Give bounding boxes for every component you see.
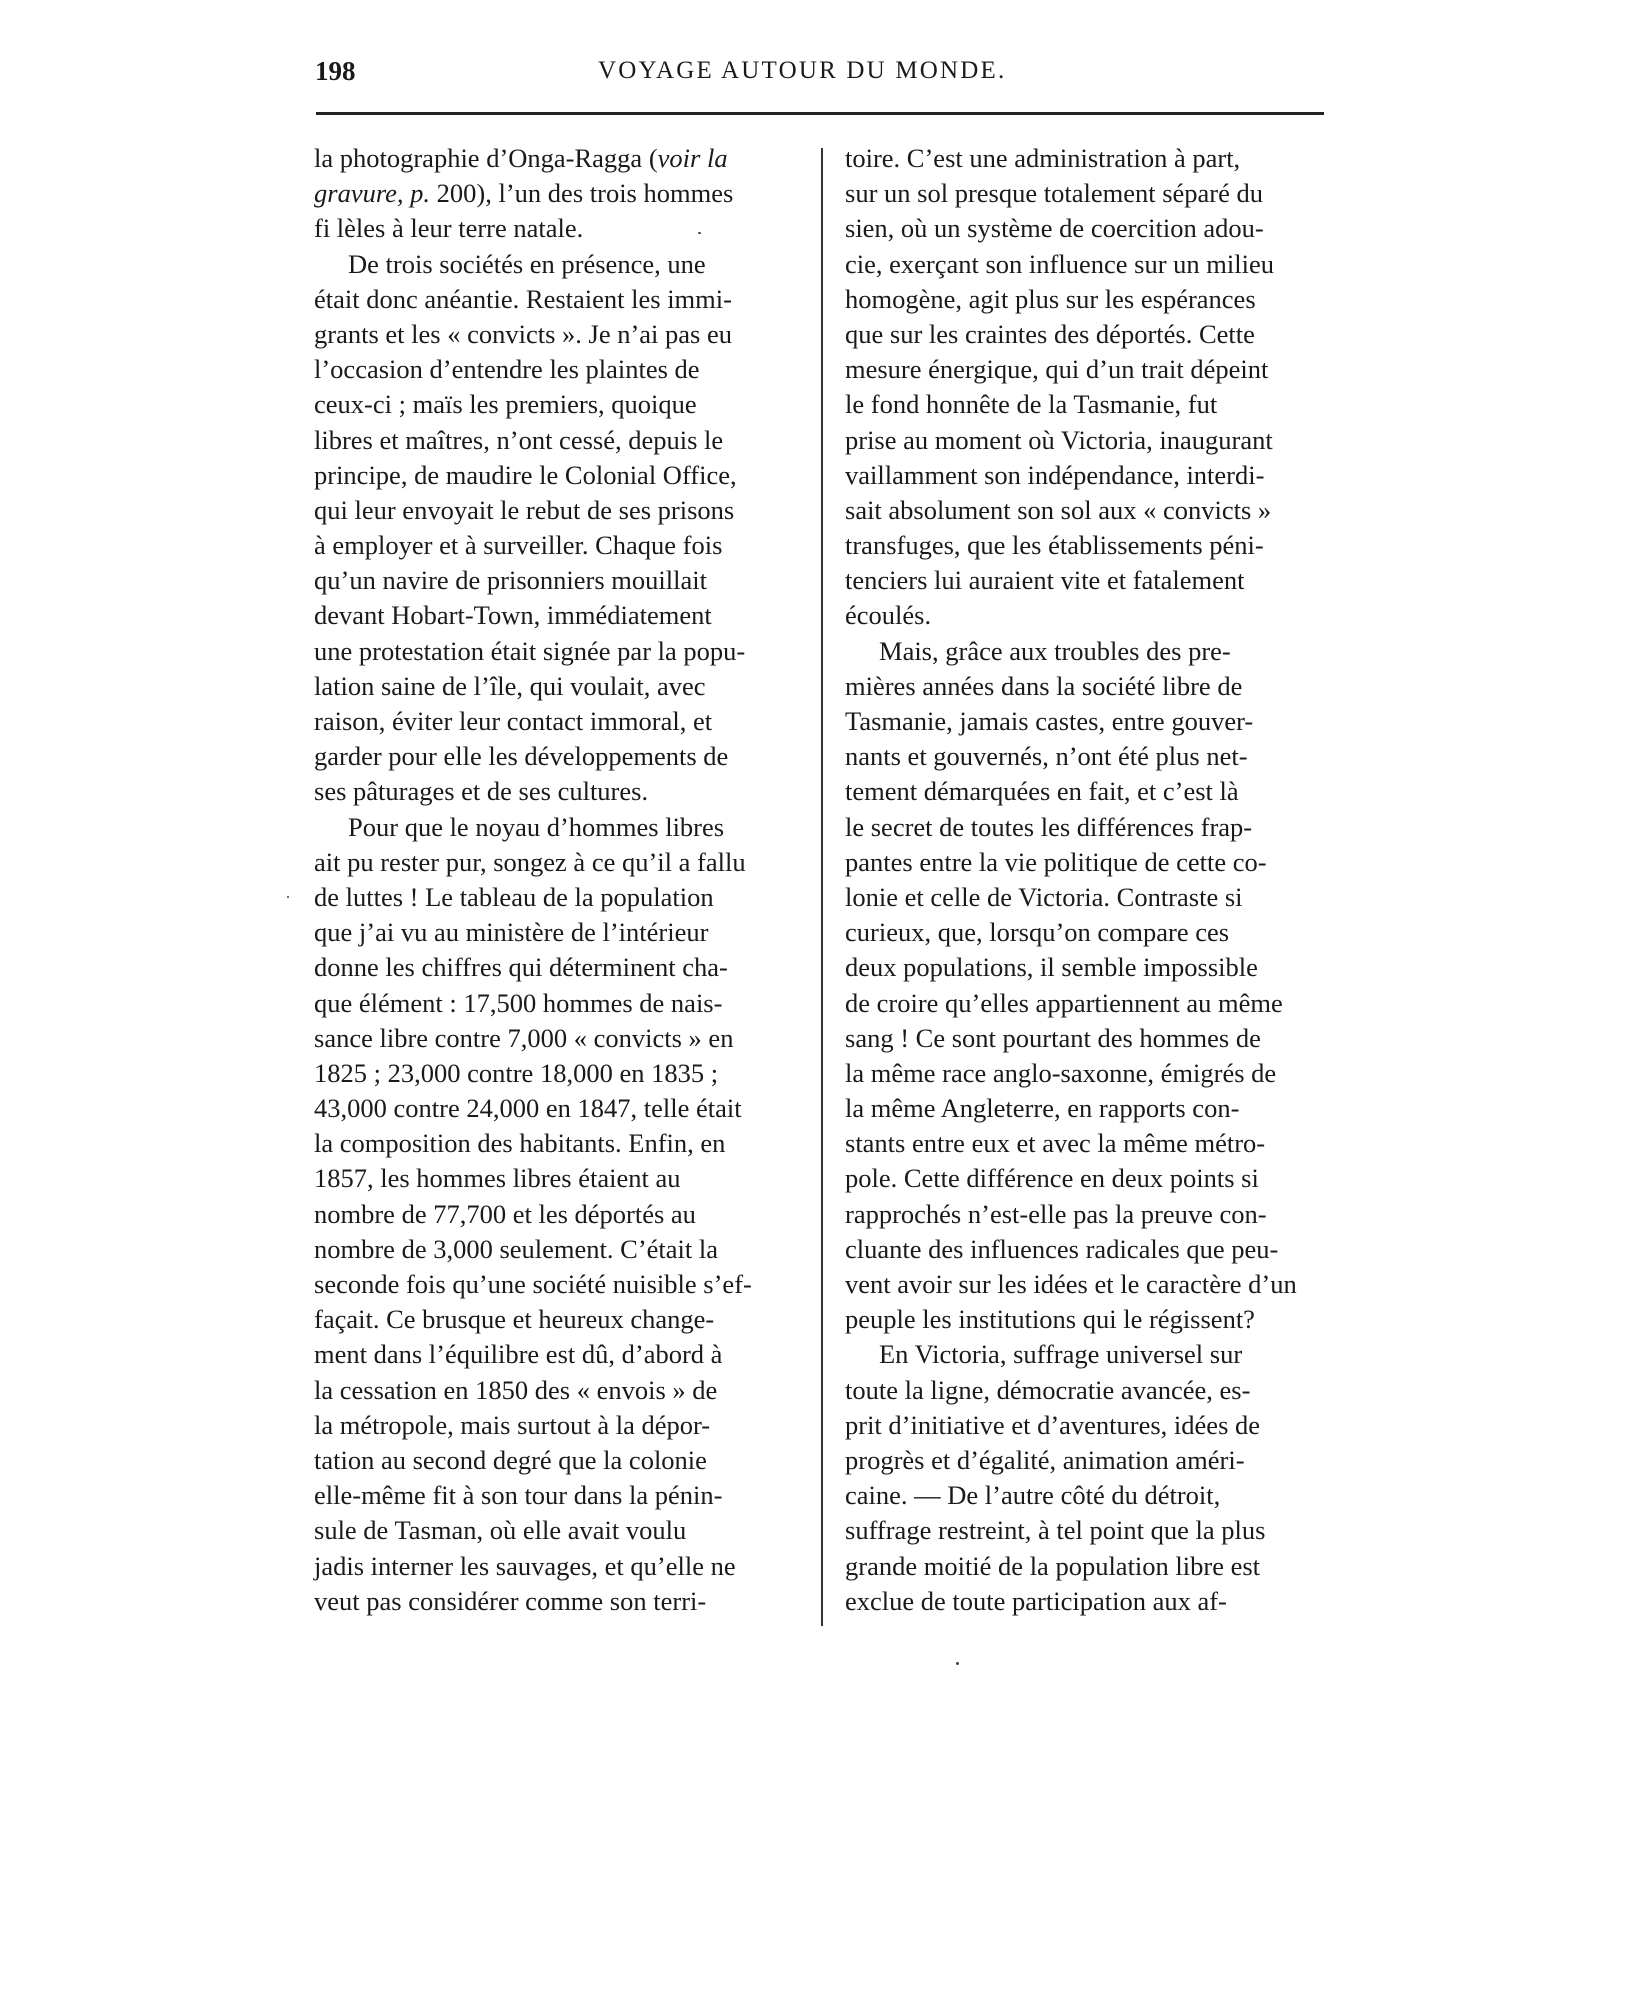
- text-line: la cessation en 1850 des « envois » de: [314, 1374, 718, 1405]
- text-line: transfuges, que les établissements péni-: [845, 530, 1264, 561]
- text-line: sien, où un système de coercition adou-: [845, 213, 1264, 244]
- text-line: devant Hobart-Town, immédiatement: [314, 600, 712, 631]
- text-line: suffrage restreint, à tel point que la plus: [845, 1515, 1266, 1546]
- text-line: ceux-ci ; maïs les premiers, quoique: [314, 389, 697, 420]
- text-line: Tasmanie, jamais castes, entre gouver-: [845, 706, 1254, 736]
- text-line: le secret de toutes les différences frap-: [845, 811, 1253, 842]
- text-line: Pour que le noyau d’hommes libres: [348, 811, 725, 842]
- text-line: Mais, grâce aux troubles des pre-: [879, 635, 1231, 666]
- text-line: à employer et à surveiller. Chaque fois: [314, 530, 723, 561]
- text-line: sance libre contre 7,000 « convicts » en: [314, 1022, 734, 1053]
- text-line: grants et les « convicts ». Je n’ai pas eu: [314, 318, 732, 349]
- text-line: mières années dans la société libre de: [845, 670, 1243, 701]
- text-line: exclue de toute participation aux af-: [845, 1585, 1227, 1616]
- text-line: mesure énergique, qui d’un trait dépeint: [845, 354, 1269, 385]
- text-line: de croire qu’elles appartiennent au même: [845, 987, 1283, 1018]
- text-line: nombre de 77,700 et les déportés au: [314, 1198, 696, 1229]
- text-line: De trois sociétés en présence, une: [348, 248, 706, 279]
- text-line: qu’un navire de prisonniers mouillait: [314, 565, 707, 596]
- running-title: VOYAGE AUTOUR DU MONDE.: [598, 57, 1007, 84]
- text-line: curieux, que, lorsqu’on compare ces: [845, 917, 1230, 948]
- text-line: libres et maîtres, n’ont cessé, depuis le: [314, 424, 724, 455]
- text-line: lonie et celle de Victoria. Contraste si: [845, 881, 1243, 912]
- text-line: la composition des habitants. Enfin, en: [314, 1128, 726, 1159]
- text-line: cie, exerçant son influence sur un milieu: [845, 248, 1274, 279]
- text-line: vent avoir sur les idées et le caractère d’un: [845, 1269, 1297, 1299]
- text-line: gravure, p. 200), l’un des trois hommes: [314, 178, 734, 209]
- text-line: tation au second degré que la colonie: [314, 1444, 707, 1475]
- text-line: sur un sol presque totalement séparé du: [845, 178, 1263, 209]
- text-line: cluante des influences radicales que peu-: [845, 1233, 1279, 1264]
- column-divider: [821, 148, 823, 1626]
- text-line: donne les chiffres qui déterminent cha-: [314, 952, 728, 983]
- scan-speck: [956, 1662, 959, 1665]
- text-line: jadis interner les sauvages, et qu’elle ne: [314, 1550, 736, 1581]
- text-line: principe, de maudire le Colonial Office,: [314, 459, 737, 490]
- text-line: elle-même fit à son tour dans la pénin-: [314, 1480, 723, 1511]
- text-line: une protestation était signée par la popu-: [314, 635, 746, 666]
- text-line: toute la ligne, démocratie avancée, es-: [845, 1374, 1251, 1405]
- text-line: deux populations, il semble impossible: [845, 952, 1258, 983]
- text-line: la photographie d’Onga-Ragga (voir la: [314, 143, 728, 173]
- text-line: ses pâturages et de ses cultures.: [314, 776, 649, 807]
- text-line: sait absolument son sol aux « convicts »: [845, 494, 1272, 525]
- text-line: la même Angleterre, en rapports con-: [845, 1093, 1240, 1124]
- text-line: sule de Tasman, où elle avait voulu: [314, 1515, 687, 1546]
- text-line: raison, éviter leur contact immoral, et: [314, 706, 713, 736]
- page-number: 198: [315, 56, 356, 86]
- header-rule: [316, 112, 1324, 115]
- scan-speck: [698, 232, 701, 234]
- text-line: tement démarquées en fait, et c’est là: [845, 776, 1239, 807]
- text-line: 1857, les hommes libres étaient au: [314, 1163, 681, 1194]
- text-line: grande moitié de la population libre est: [845, 1550, 1261, 1581]
- text-line: l’occasion d’entendre les plaintes de: [314, 354, 700, 385]
- left-column: [314, 141, 798, 1619]
- text-line: homogène, agit plus sur les espérances: [845, 283, 1256, 314]
- text-line: progrès et d’égalité, animation améri-: [845, 1444, 1245, 1475]
- text-line: la métropole, mais surtout à la dépor-: [314, 1409, 711, 1440]
- text-line: garder pour elle les développements de: [314, 741, 729, 772]
- text-line: tenciers lui auraient vite et fatalement: [845, 565, 1245, 596]
- text-line: prise au moment où Victoria, inaugurant: [845, 424, 1273, 455]
- text-line: que sur les craintes des déportés. Cette: [845, 318, 1255, 349]
- text-line: sang ! Ce sont pourtant des hommes de: [845, 1022, 1261, 1053]
- text-line: peuple les institutions qui le régissent?: [845, 1304, 1255, 1335]
- text-line: écoulés.: [845, 600, 932, 631]
- text-line: pole. Cette différence en deux points si: [845, 1163, 1259, 1194]
- text-line: de luttes ! Le tableau de la population: [314, 881, 714, 912]
- text-line: nombre de 3,000 seulement. C’était la: [314, 1233, 719, 1264]
- text-line: façait. Ce brusque et heureux change-: [314, 1304, 715, 1335]
- text-line: caine. — De l’autre côté du détroit,: [845, 1480, 1221, 1511]
- right-column: [845, 141, 1324, 1619]
- text-line: qui leur envoyait le rebut de ses prisons: [314, 494, 735, 525]
- text-line: rapprochés n’est-elle pas la preuve con-: [845, 1198, 1267, 1229]
- text-line: que élément : 17,500 hommes de nais-: [314, 987, 723, 1018]
- text-line: nants et gouvernés, n’ont été plus net-: [845, 741, 1248, 772]
- text-line: la même race anglo-saxonne, émigrés de: [845, 1057, 1277, 1088]
- text-line: vaillamment son indépendance, interdi-: [845, 459, 1265, 490]
- text-line: lation saine de l’île, qui voulait, avec: [314, 670, 706, 701]
- text-line: seconde fois qu’une société nuisible s’ef-: [314, 1269, 752, 1299]
- text-line: veut pas considérer comme son terri-: [314, 1585, 707, 1616]
- text-line: prit d’initiative et d’aventures, idées de: [845, 1409, 1261, 1440]
- text-line: 1825 ; 23,000 contre 18,000 en 1835 ;: [314, 1057, 719, 1088]
- text-line: que j’ai vu au ministère de l’intérieur: [314, 917, 709, 948]
- text-line: 43,000 contre 24,000 en 1847, telle était: [314, 1093, 742, 1124]
- scan-speck: [287, 896, 289, 898]
- text-line: était donc anéantie. Restaient les immi-: [314, 283, 732, 314]
- text-line: stants entre eux et avec la même métro-: [845, 1128, 1266, 1159]
- text-line: toire. C’est une administration à part,: [845, 143, 1241, 173]
- text-line: ment dans l’équilibre est dû, d’abord à: [314, 1339, 723, 1370]
- text-line: En Victoria, suffrage universel sur: [879, 1339, 1243, 1370]
- text-line: ait pu rester pur, songez à ce qu’il a fallu: [314, 846, 746, 877]
- text-line: pantes entre la vie politique de cette co-: [845, 846, 1267, 877]
- text-line: fi lèles à leur terre natale.: [314, 213, 584, 244]
- text-line: le fond honnête de la Tasmanie, fut: [845, 389, 1218, 420]
